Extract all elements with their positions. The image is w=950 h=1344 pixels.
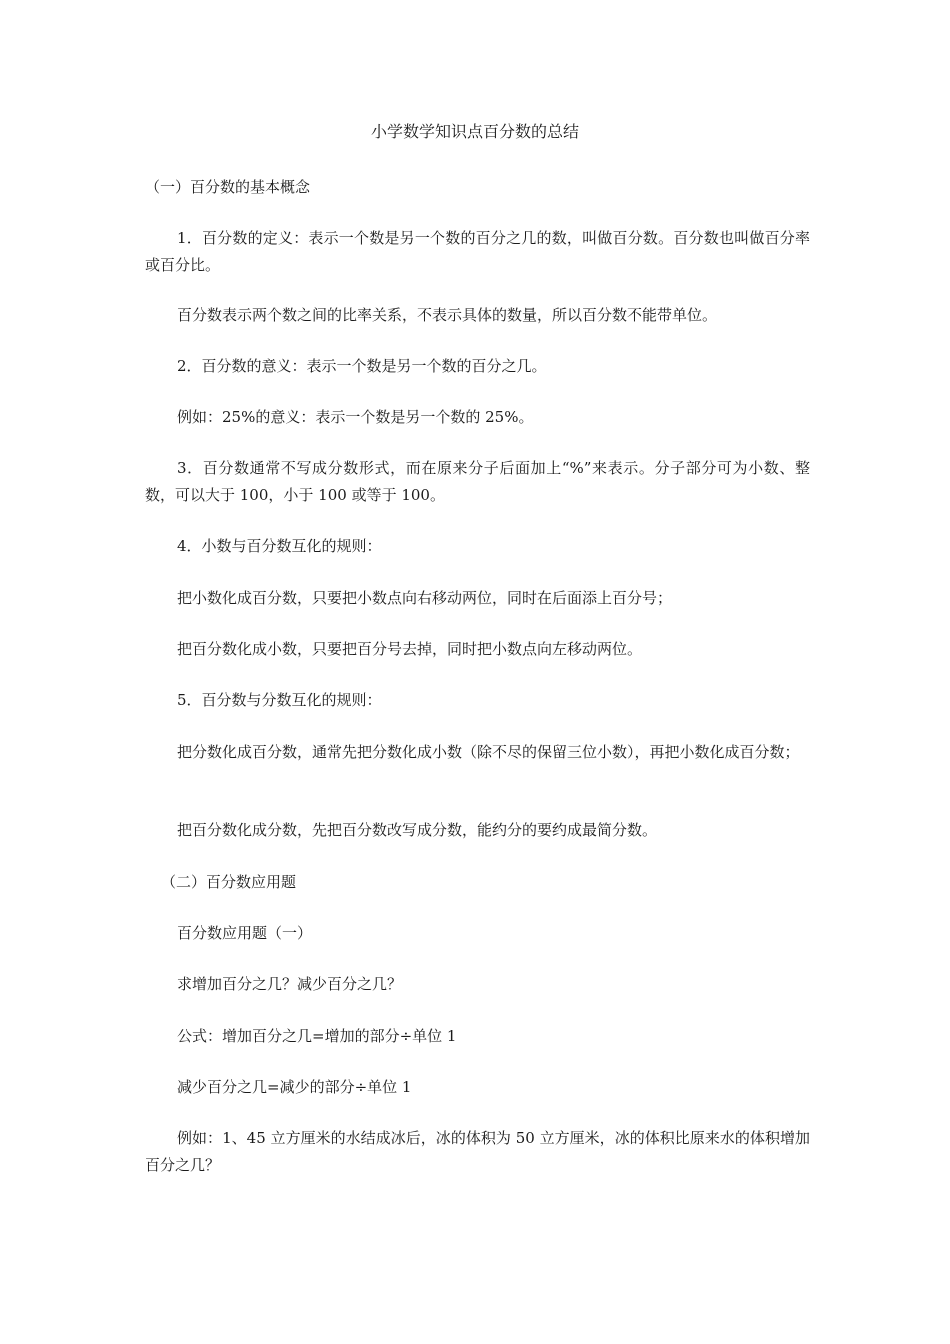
section-heading-applications: （二）百分数应用题 (161, 873, 297, 891)
paragraph-decimal-to-percent: 把小数化成百分数，只要把小数点向右移动两位，同时在后面添上百分号； (177, 589, 673, 607)
paragraph-question: 求增加百分之几？减少百分之几？ (177, 975, 403, 993)
paragraph-meaning: 2．百分数的意义：表示一个数是另一个数的百分之几。 (177, 357, 547, 375)
section-heading-basic-concepts: （一）百分数的基本概念 (145, 178, 311, 196)
document-title: 小学数学知识点百分数的总结 (370, 122, 579, 141)
paragraph-application-one: 百分数应用题（一） (177, 924, 313, 942)
paragraph-notation: 3．百分数通常不写成分数形式，而在原来分子后面加上“%”来表示。分子部分可为小数、整数，可以大于 100，小于 100 或等于 100。 (145, 459, 810, 504)
paragraph-formula-decrease: 减少百分之几=减少的部分÷单位 1 (177, 1078, 412, 1096)
paragraph-fraction-rule-heading: 5．百分数与分数互化的规则： (177, 691, 382, 709)
paragraph-formula-increase: 公式：增加百分之几=增加的部分÷单位 1 (177, 1027, 457, 1045)
paragraph-percent-to-decimal: 把百分数化成小数，只要把百分号去掉，同时把小数点向左移动两位。 (177, 640, 643, 658)
paragraph-decimal-rule-heading: 4．小数与百分数互化的规则： (177, 537, 382, 555)
paragraph-fraction-to-percent: 把分数化成百分数，通常先把分数化成小数（除不尽的保留三位小数），再把小数化成百分数； (177, 743, 800, 761)
paragraph-percent-to-fraction: 把百分数化成分数，先把百分数改写成分数，能约分的要约成最简分数。 (177, 821, 658, 839)
paragraph-definition: 1．百分数的定义：表示一个数是另一个数的百分之几的数，叫做百分数。百分数也叫做百分率或百分比。 (145, 229, 810, 274)
paragraph-ratio-relation: 百分数表示两个数之间的比率关系，不表示具体的数量，所以百分数不能带单位。 (177, 306, 718, 324)
paragraph-example-25: 例如：25%的意义：表示一个数是另一个数的 25%。 (177, 408, 534, 426)
paragraph-example-ice: 例如：1、45 立方厘米的水结成冰后，冰的体积为 50 立方厘米，冰的体积比原来水的体积增加百分之几？ (145, 1129, 810, 1174)
